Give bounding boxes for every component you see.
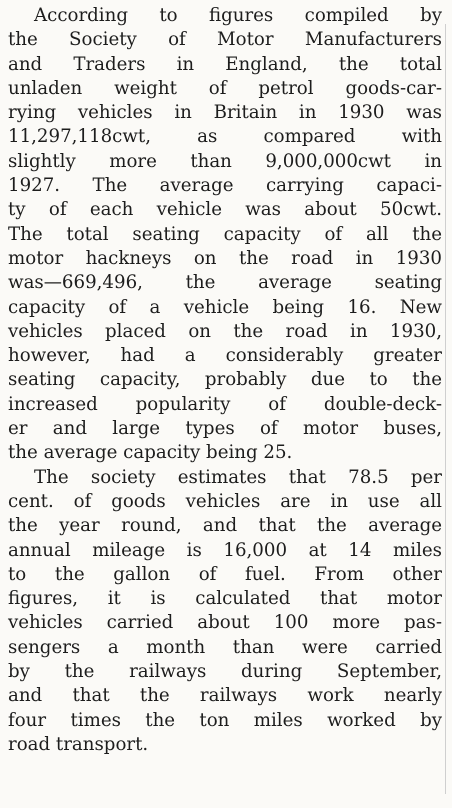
text-line: however, had a considerably greater [8, 345, 442, 367]
text-line: vehicles carried about 100 more pas- [8, 612, 442, 634]
text-line: unladen weight of petrol goods-car- [8, 77, 442, 99]
text-line: road transport. [8, 733, 149, 755]
article-body [8, 4, 442, 757]
text-line: rying vehicles in Britain in 1930 was [8, 102, 442, 124]
text-line: and Traders in England, the total [8, 53, 442, 75]
text-line: According to figures compiled by [34, 5, 442, 26]
text-line: 1927. The average carrying capaci- [8, 175, 442, 197]
text-line: the year round, and that the average [8, 515, 442, 537]
text-line: and that the railways work nearly [8, 685, 442, 707]
text-line: 11,297,118cwt, as compared with [8, 126, 442, 148]
text-line: figures, it is calculated that motor [8, 588, 442, 610]
text-line: slightly more than 9,000,000cwt in [8, 150, 442, 172]
text-line: The total seating capacity of all the [8, 223, 442, 245]
text-line: ty of each vehicle was about 50cwt. [8, 199, 442, 221]
text-line: cent. of goods vehicles are in use all [8, 490, 442, 512]
text-line: to the gallon of fuel. From other [8, 563, 442, 585]
text-line: motor hackneys on the road in 1930 [8, 247, 442, 269]
text-line: sengers a month than were carried [8, 636, 442, 658]
text-line: increased popularity of double-deck- [8, 393, 442, 415]
text-line: vehicles placed on the road in 1930, [8, 320, 442, 342]
paragraph-1 [8, 4, 442, 466]
paragraph-2 [8, 466, 442, 758]
text-line: The society estimates that 78.5 per [34, 466, 442, 488]
text-line: er and large types of motor buses, [8, 418, 442, 440]
text-line: by the railways during September, [8, 661, 442, 683]
column-rule [445, 24, 446, 794]
text-line: the Society of Motor Manufacturers [8, 29, 442, 51]
text-line: capacity of a vehicle being 16. New [8, 296, 442, 318]
text-line: the average capacity being 25. [8, 442, 293, 464]
text-line: was—669,496, the average seating [8, 272, 442, 294]
text-line: four times the ton miles worked by [8, 709, 442, 731]
text-line: seating capacity, probably due to the [8, 369, 442, 391]
text-line: annual mileage is 16,000 at 14 miles [8, 539, 442, 561]
